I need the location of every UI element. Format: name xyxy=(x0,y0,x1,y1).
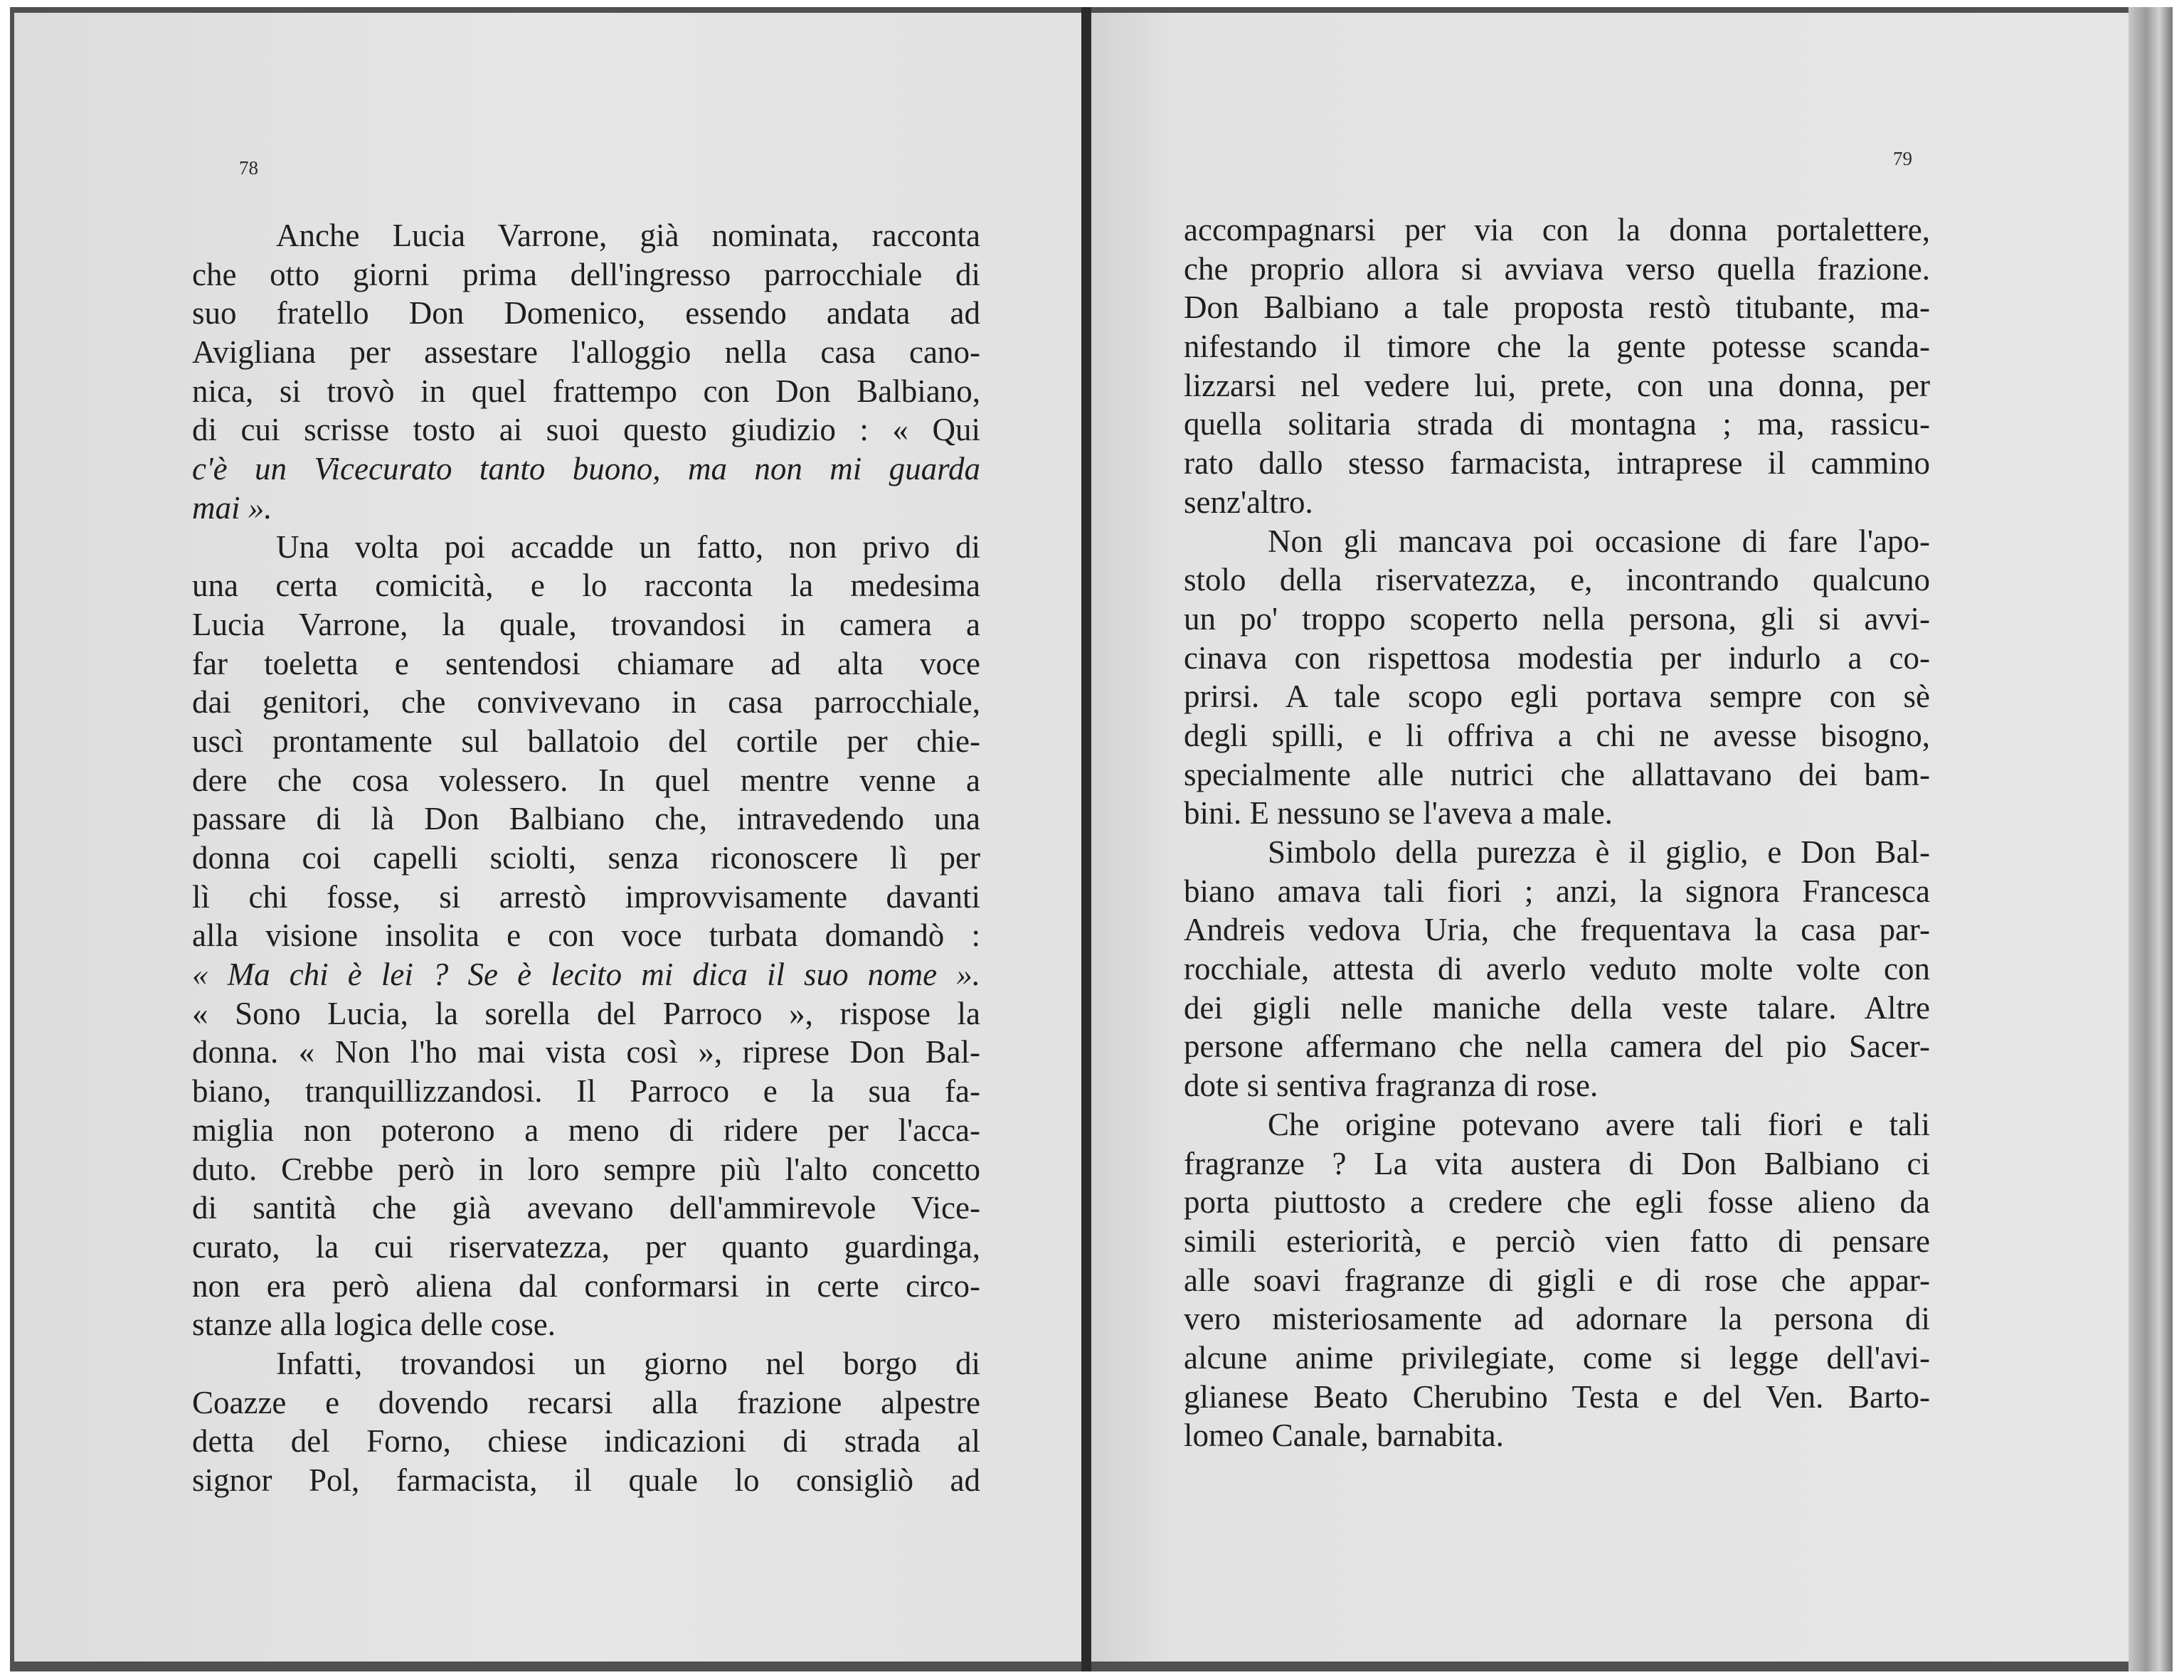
text-line: nica, si trovò in quel frattempo con Don Balbiano, xyxy=(192,373,980,409)
text-line: di santità che già avevano dell'ammirevole Vice- xyxy=(192,1190,980,1226)
text-line: alle soavi fragranze di gigli e di rose che appar- xyxy=(1184,1262,1930,1298)
text-line: non era però aliena dal conformarsi in certe circo- xyxy=(192,1267,980,1304)
text-line: che otto giorni prima dell'ingresso parrocchiale di xyxy=(192,256,980,292)
text-line: alcune anime privilegiate, come si legge dell'avi- xyxy=(1184,1339,1930,1376)
text-line: senz'altro. xyxy=(1184,484,1313,520)
text-line: che proprio allora si avviava verso quella frazione. xyxy=(1184,250,1930,287)
page-number: 79 xyxy=(1893,148,1912,169)
text-line: glianese Beato Cherubino Testa e del Ven. Barto- xyxy=(1184,1378,1930,1415)
text-line: degli spilli, e li offriva a chi ne avesse bisogno, xyxy=(1184,717,1930,753)
text-line: stanze alla logica delle cose. xyxy=(192,1307,556,1343)
text-line: alla visione insolita e con voce turbata domandò : xyxy=(192,918,980,954)
text-line: una certa comicità, e lo racconta la medesima xyxy=(192,568,980,604)
text-line: Simbolo della purezza è il giglio, e Don Bal- xyxy=(1268,834,1930,870)
book-scan xyxy=(10,7,2173,1671)
text-line: curato, la cui riservatezza, per quanto guardinga, xyxy=(192,1228,980,1265)
text-line: bini. E nessuno se l'aveva a male. xyxy=(1184,795,1613,831)
text-line: fragranze ? La vita austera di Don Balbiano ci xyxy=(1184,1145,1930,1181)
text-line: donna. « Non l'ho mai vista così », riprese Don Bal- xyxy=(192,1034,980,1070)
text-line: mai ». xyxy=(192,489,272,526)
text-line: di cui scrisse tosto ai suoi questo giudizio : « Qui xyxy=(192,412,980,448)
text-line: dai genitori, che convivevano in casa parrocchiale, xyxy=(192,684,980,721)
text-line: suo fratello Don Domenico, essendo andata ad xyxy=(192,295,980,331)
body-text xyxy=(1184,211,1930,1455)
text-line: Avigliana per assestare l'alloggio nella casa cano- xyxy=(192,334,980,371)
text-line: rocchiale, attesta di averlo veduto molte volte con xyxy=(1184,951,1930,987)
text-line: stolo della riservatezza, e, incontrando qualcuno xyxy=(1184,562,1930,598)
text-line: dere che cosa volessero. In quel mentre venne a xyxy=(192,762,980,798)
text-line: nifestando il timore che la gente potesse scanda- xyxy=(1184,329,1930,365)
text-line: « Sono Lucia, la sorella del Parroco », rispose la xyxy=(192,995,980,1031)
text-line: biano amava tali fiori ; anzi, la signora Francesca xyxy=(1184,873,1930,909)
text-line: signor Pol, farmacista, il quale lo consigliò ad xyxy=(192,1462,980,1498)
text-line: c'è un Vicecurato tanto buono, ma non mi guarda xyxy=(192,451,980,487)
right-page xyxy=(1091,13,2129,1662)
text-line: Anche Lucia Varrone, già nominata, racconta xyxy=(276,218,980,253)
body-text xyxy=(192,216,980,1500)
text-line: miglia non poterono a meno di ridere per l'acca- xyxy=(192,1112,980,1148)
text-line: lomeo Canale, barnabita. xyxy=(1184,1418,1504,1454)
text-line: Coazze e dovendo recarsi alla frazione alpestre xyxy=(192,1384,980,1420)
text-line: lì chi fosse, si arrestò improvvisamente davanti xyxy=(192,878,980,915)
text-line: un po' troppo scoperto nella persona, gli si avvi- xyxy=(1184,600,1930,637)
text-line: lizzarsi nel vedere lui, prete, con una donna, per xyxy=(1184,367,1930,403)
page-edges xyxy=(2129,7,2173,1671)
text-line: dei gigli nelle maniche della veste talare. Altre xyxy=(1184,989,1930,1026)
page-number: 78 xyxy=(239,157,258,179)
text-line: persone affermano che nella camera del pio Sacer- xyxy=(1184,1028,1930,1065)
text-line: Lucia Varrone, la quale, trovandosi in camera a xyxy=(192,606,980,642)
text-line: porta piuttosto a credere che egli fosse alieno da xyxy=(1184,1184,1930,1221)
text-line: vero misteriosamente ad adornare la persona di xyxy=(1184,1301,1930,1337)
text-line: detta del Forno, chiese indicazioni di strada al xyxy=(192,1423,980,1460)
book-gutter xyxy=(1081,7,1091,1671)
text-line: dote si sentiva fragranza di rose. xyxy=(1184,1068,1599,1104)
text-line: Che origine potevano avere tali fiori e tali xyxy=(1268,1106,1930,1142)
text-line: Non gli mancava poi occasione di fare l'apo- xyxy=(1268,523,1930,559)
text-line: « Ma chi è lei ? Se è lecito mi dica il suo nome ». xyxy=(192,957,980,993)
text-line: prirsi. A tale scopo egli portava sempre con sè xyxy=(1184,679,1930,715)
text-line: uscì prontamente sul ballatoio del cortile per chie- xyxy=(192,723,980,759)
text-line: specialmente alle nutrici che allattavano dei bam- xyxy=(1184,756,1930,792)
text-line: Don Balbiano a tale proposta restò titubante, ma- xyxy=(1184,289,1930,326)
text-line: Infatti, trovandosi un giorno nel borgo di xyxy=(276,1345,980,1381)
text-line: cinava con rispettosa modestia per indurlo a co- xyxy=(1184,639,1930,676)
text-line: simili esteriorità, e perciò vien fatto di pensare xyxy=(1184,1223,1930,1259)
text-line: far toeletta e sentendosi chiamare ad alta voce xyxy=(192,645,980,681)
text-line: Una volta poi accadde un fatto, non privo di xyxy=(276,528,980,565)
text-line: quella solitaria strada di montagna ; ma, rassicu- xyxy=(1184,406,1930,442)
text-line: passare di là Don Balbiano che, intravedendo una xyxy=(192,801,980,837)
text-line: donna coi capelli sciolti, senza riconoscere lì per xyxy=(192,840,980,876)
left-page xyxy=(14,13,1083,1662)
text-line: rato dallo stesso farmacista, intraprese il cammino xyxy=(1184,445,1930,482)
text-line: biano, tranquillizzandosi. Il Parroco e la sua fa- xyxy=(192,1073,980,1110)
text-line: duto. Crebbe però in loro sempre più l'alto concetto xyxy=(192,1151,980,1187)
text-line: Andreis vedova Uria, che frequentava la casa par- xyxy=(1184,912,1930,948)
text-line: accompagnarsi per via con la donna portalettere, xyxy=(1184,212,1930,248)
